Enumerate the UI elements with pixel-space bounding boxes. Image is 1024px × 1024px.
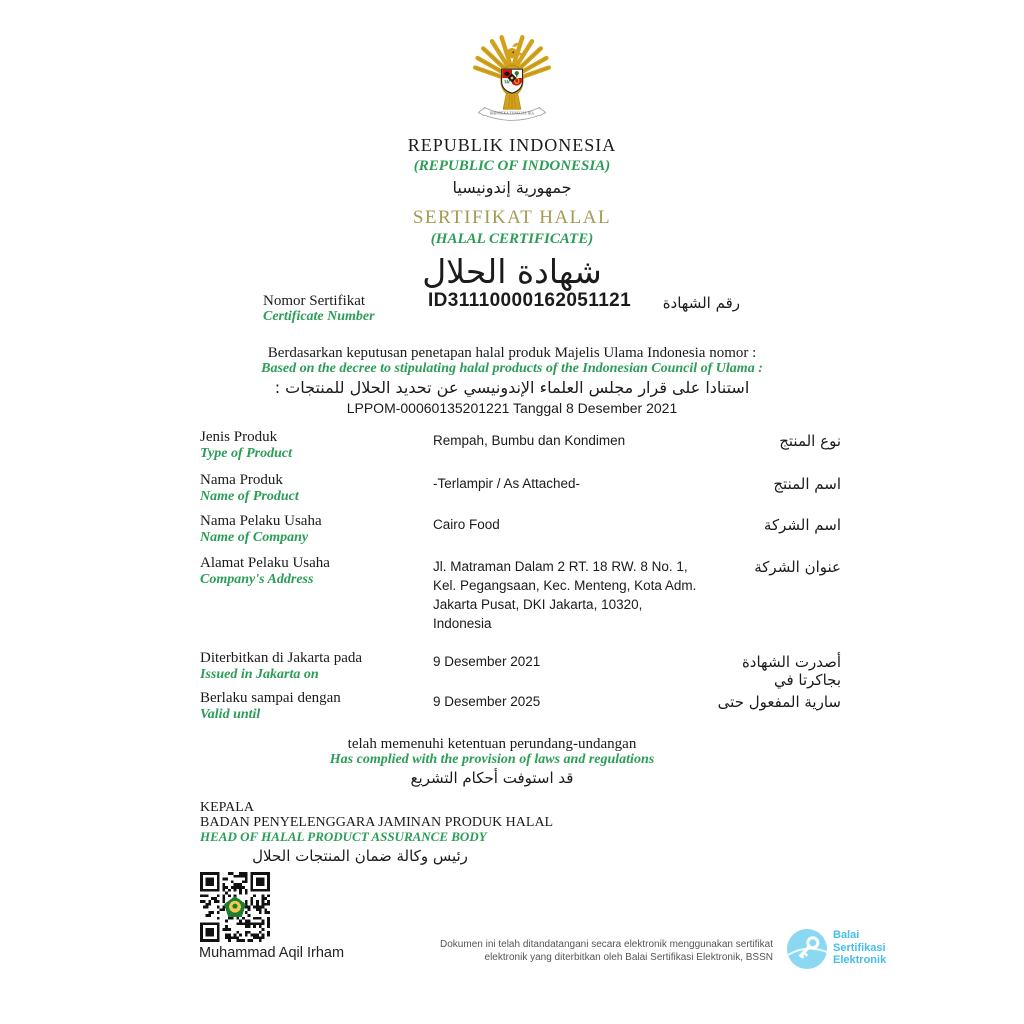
certificate-field-row [200, 651, 841, 689]
field-label-en: Name of Product [200, 488, 299, 504]
bse-line-1: Balai [833, 929, 860, 941]
field-label-id: Nama Pelaku Usaha [200, 513, 322, 529]
electronic-signature-note [433, 938, 773, 964]
field-label-id: Alamat Pelaku Usaha [200, 555, 330, 571]
field-label [200, 430, 433, 461]
field-label-en: Valid until [200, 706, 261, 722]
field-value: Cairo Food [433, 517, 500, 532]
field-label [200, 514, 433, 545]
certificate-field-row [200, 430, 841, 461]
bse-logo-text [833, 929, 886, 967]
decree-reference-number: LPPOM-00060135201221 Tanggal 8 Desember 2021 [346, 400, 678, 416]
note-line-2: elektronik yang diterbitkan oleh Balai Sertifikasi Elektronik, BSSN [484, 952, 773, 963]
country-name-arabic: جمهورية إندونيسيا [452, 178, 572, 197]
certificate-number-label-en: Certificate Number [263, 309, 375, 324]
emblem-ribbon-text: BHINNEKA TUNGGAL IKA [490, 111, 534, 116]
qr-code [200, 872, 270, 942]
bse-line-2: Sertifikasi [833, 941, 886, 954]
decree-block [0, 345, 1024, 416]
signatory-block [200, 801, 553, 867]
decree-line-ar: استنادا على قرار مجلس العلماء الإندونيسي عن تحديد الحلال للمنتجات : [274, 378, 750, 397]
field-value: Rempah, Bumbu dan Kondimen [433, 433, 626, 448]
bse-key-icon [786, 928, 828, 970]
field-label-ar: سارية المفعول حتى [717, 693, 841, 711]
compliance-line-id: telah memenuhi ketentuan perundang-undangan [347, 736, 637, 752]
compliance-line-en: Has complied with the provision of laws and regulations [329, 752, 655, 767]
field-label-en: Name of Company [200, 529, 309, 545]
compliance-line-ar: قد استوفت أحكام التشريع [410, 769, 574, 787]
certificate-field-row [200, 514, 841, 545]
field-label [200, 651, 433, 682]
certificate-header [0, 28, 1024, 292]
certificate-number-label-ar: رقم الشهادة [662, 294, 740, 312]
field-label-id: Nama Produk [200, 472, 283, 488]
certificate-title: SERTIFIKAT HALAL [412, 207, 612, 228]
certificate-field-row [200, 556, 841, 633]
field-label [200, 691, 433, 722]
bse-line-3: Elektronik [833, 954, 887, 966]
certificate-number-value: ID31110000162051121 [428, 290, 632, 311]
signatory-title-id: KEPALA [200, 800, 254, 815]
certificate-field-row [200, 473, 841, 504]
field-label-id: Berlaku sampai dengan [200, 690, 341, 706]
field-label-en: Issued in Jakarta on [200, 666, 319, 682]
garuda-pancasila-icon [464, 28, 560, 128]
certificate-field-row [200, 691, 841, 722]
country-name: REPUBLIK INDONESIA [407, 135, 617, 155]
signatory-title-en: HEAD OF HALAL PRODUCT ASSURANCE BODY [200, 829, 487, 844]
signatory-organization: BADAN PENYELENGGARA JAMINAN PRODUK HALAL [200, 814, 554, 830]
signatory-title-ar: رئيس وكالة ضمان المنتجات الحلال [252, 847, 468, 865]
certificate-title-english: (HALAL CERTIFICATE) [430, 231, 594, 247]
field-label-id: Jenis Produk [200, 429, 278, 445]
field-label-ar: عنوان الشركة [754, 558, 841, 576]
field-value: Jl. Matraman Dalam 2 RT. 18 RW. 8 No. 1, Kel. Pegangsaan, Kec. Menteng, Kota Adm. Jakarta Pusat, DKI Jakarta, 10320, Indonesia [433, 559, 697, 631]
field-label [200, 556, 433, 587]
signatory-name: Muhammad Aqil Irham [199, 945, 345, 961]
field-label-en: Type of Product [200, 445, 293, 461]
field-label-ar: اسم المنتج [773, 475, 841, 493]
compliance-block [0, 736, 984, 789]
field-value: -Terlampir / As Attached- [433, 476, 581, 491]
certificate-number-label [263, 293, 375, 324]
certificate-title-arabic: شهادة الحلال [422, 252, 602, 291]
note-line-1: Dokumen ini telah ditandatangani secara elektronik menggunakan sertifikat [440, 939, 773, 950]
field-label-ar: اسم الشركة [763, 516, 841, 534]
field-value: 9 Desember 2025 [433, 694, 541, 709]
field-label-ar: أصدرت الشهادة بجاكرتا في [741, 653, 841, 689]
decree-line-en: Based on the decree to stipulating halal products of the Indonesian Council of Ulama : [261, 361, 763, 376]
field-label-ar: نوع المنتج [779, 432, 841, 450]
decree-line-id: Berdasarkan keputusan penetapan halal produk Majelis Ulama Indonesia nomor : [267, 345, 757, 361]
field-label [200, 473, 433, 504]
field-label-en: Company's Address [200, 571, 314, 587]
field-label-id: Diterbitkan di Jakarta pada [200, 650, 363, 666]
country-name-english: (REPUBLIC OF INDONESIA) [413, 158, 611, 174]
certificate-number-label-id: Nomor Sertifikat [263, 293, 366, 309]
field-value: 9 Desember 2021 [433, 654, 541, 669]
